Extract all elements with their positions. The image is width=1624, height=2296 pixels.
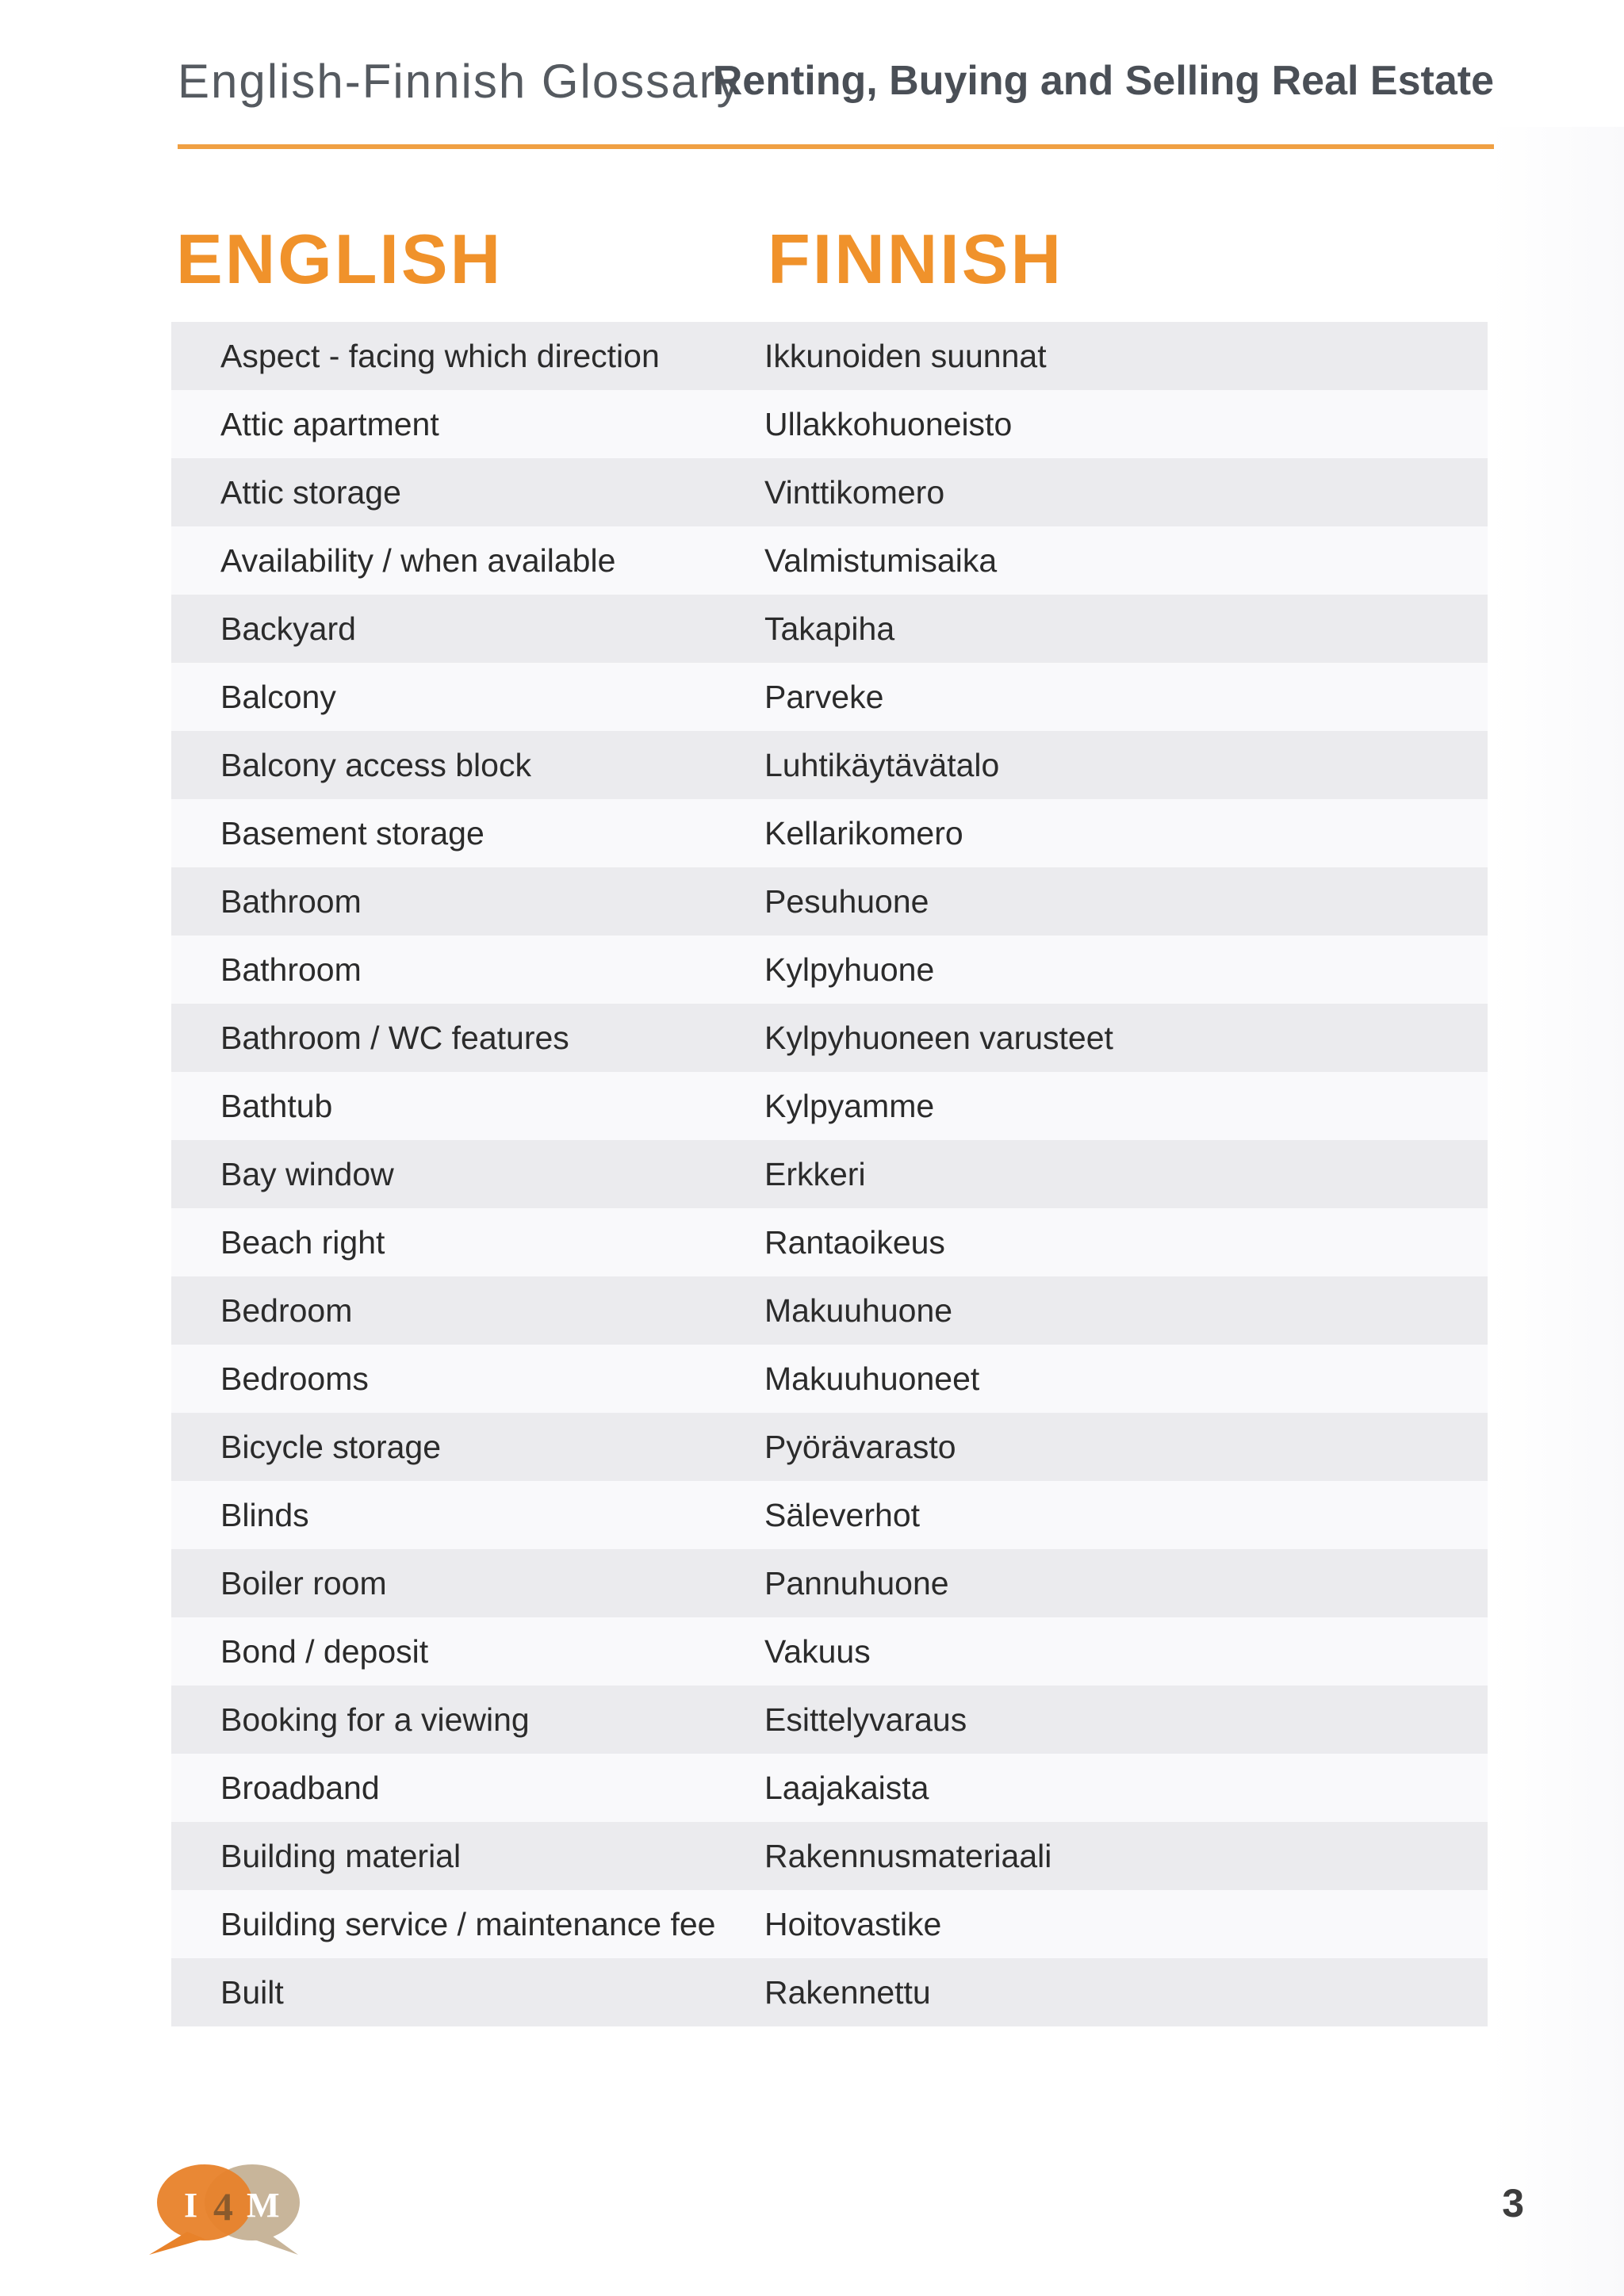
finnish-term: Pyörävarasto bbox=[764, 1429, 956, 1465]
english-term: Balcony bbox=[220, 679, 336, 715]
english-term: Aspect - facing which direction bbox=[220, 338, 660, 374]
english-term: Boiler room bbox=[220, 1565, 387, 1601]
english-term: Attic apartment bbox=[220, 406, 439, 442]
table-row bbox=[171, 1481, 1488, 1549]
finnish-term: Kylpyhuone bbox=[764, 951, 935, 988]
table-row bbox=[171, 1549, 1488, 1617]
table-row bbox=[171, 1276, 1488, 1345]
finnish-column-heading: FINNISH bbox=[768, 220, 1063, 298]
english-term: Backyard bbox=[220, 610, 356, 647]
english-term: Bay window bbox=[220, 1156, 394, 1192]
table-row bbox=[171, 458, 1488, 526]
header-divider bbox=[178, 144, 1494, 149]
finnish-term: Ikkunoiden suunnat bbox=[764, 338, 1047, 374]
table-row bbox=[171, 526, 1488, 595]
english-term: Broadband bbox=[220, 1770, 380, 1806]
english-term: Building material bbox=[220, 1838, 462, 1874]
english-term: Built bbox=[220, 1974, 284, 2011]
finnish-term: Valmistumisaika bbox=[764, 542, 998, 579]
i4m-logo bbox=[133, 2156, 324, 2260]
english-term: Blinds bbox=[220, 1497, 309, 1533]
table-row bbox=[171, 1072, 1488, 1140]
finnish-term: Vakuus bbox=[764, 1633, 871, 1670]
english-term: Building service / maintenance fee bbox=[220, 1906, 716, 1942]
english-term: Beach right bbox=[220, 1224, 385, 1261]
table-row bbox=[171, 731, 1488, 799]
logo-orange-bubble bbox=[149, 2164, 252, 2255]
finnish-term: Laajakaista bbox=[764, 1770, 929, 1806]
english-term: Bathtub bbox=[220, 1088, 333, 1124]
english-column-heading: ENGLISH bbox=[176, 220, 504, 298]
english-term: Balcony access block bbox=[220, 747, 531, 783]
page-shade bbox=[1491, 127, 1624, 2296]
table-row bbox=[171, 1617, 1488, 1686]
finnish-term: Hoitovastike bbox=[764, 1906, 942, 1942]
english-term: Basement storage bbox=[220, 815, 485, 851]
finnish-term: Parveke bbox=[764, 679, 884, 715]
finnish-term: Esittelyvaraus bbox=[764, 1701, 967, 1738]
english-term: Booking for a viewing bbox=[220, 1701, 530, 1738]
finnish-term: Ullakkohuoneisto bbox=[764, 406, 1013, 442]
table-row bbox=[171, 867, 1488, 936]
column-headings bbox=[171, 219, 1488, 298]
table-row bbox=[171, 595, 1488, 663]
table-row bbox=[171, 1890, 1488, 1958]
table-row bbox=[171, 1686, 1488, 1754]
finnish-term: Makuuhuoneet bbox=[764, 1360, 980, 1397]
table-row bbox=[171, 1958, 1488, 2026]
finnish-term: Luhtikäytävätalo bbox=[764, 747, 1000, 783]
page-number: 3 bbox=[1502, 2181, 1524, 2225]
table-row bbox=[171, 1140, 1488, 1208]
finnish-term: Pannuhuone bbox=[764, 1565, 949, 1601]
english-term: Bond / deposit bbox=[220, 1633, 429, 1670]
table-row bbox=[171, 322, 1488, 390]
table-row bbox=[171, 1413, 1488, 1481]
table-row bbox=[171, 1208, 1488, 1276]
table-row bbox=[171, 1004, 1488, 1072]
table-row bbox=[171, 390, 1488, 458]
finnish-term: Rakennusmateriaali bbox=[764, 1838, 1052, 1874]
table-row bbox=[171, 936, 1488, 1004]
logo-letter-i: I bbox=[184, 2186, 198, 2225]
finnish-term: Pesuhuone bbox=[764, 883, 929, 920]
table-row bbox=[171, 663, 1488, 731]
finnish-term: Rakennettu bbox=[764, 1974, 931, 2011]
glossary-table bbox=[171, 322, 1488, 2026]
finnish-term: Vinttikomero bbox=[764, 474, 945, 511]
finnish-term: Kylpyhuoneen varusteet bbox=[764, 1020, 1113, 1056]
finnish-term: Kellarikomero bbox=[764, 815, 963, 851]
english-term: Bedroom bbox=[220, 1292, 353, 1329]
finnish-term: Erkkeri bbox=[764, 1156, 866, 1192]
english-term: Bathroom bbox=[220, 951, 362, 988]
table-row bbox=[171, 1822, 1488, 1890]
finnish-term: Rantaoikeus bbox=[764, 1224, 945, 1261]
finnish-term: Takapiha bbox=[764, 610, 895, 647]
english-term: Availability / when available bbox=[220, 542, 616, 579]
table-row bbox=[171, 1345, 1488, 1413]
topic-title: Renting, Buying and Selling Real Estate bbox=[712, 58, 1494, 104]
english-term: Attic storage bbox=[220, 474, 401, 511]
english-term: Bathroom / WC features bbox=[220, 1020, 569, 1056]
logo-digit-4: 4 bbox=[213, 2184, 233, 2229]
finnish-term: Säleverhot bbox=[764, 1497, 921, 1533]
english-term: Bedrooms bbox=[220, 1360, 369, 1397]
finnish-term: Kylpyamme bbox=[764, 1088, 935, 1124]
english-term: Bathroom bbox=[220, 883, 362, 920]
logo-letter-m: M bbox=[247, 2186, 280, 2225]
table-row bbox=[171, 799, 1488, 867]
page-header bbox=[178, 48, 1494, 111]
english-term: Bicycle storage bbox=[220, 1429, 442, 1465]
table-row bbox=[171, 1754, 1488, 1822]
glossary-title: English-Finnish Glossary bbox=[178, 55, 742, 108]
finnish-term: Makuuhuone bbox=[764, 1292, 953, 1329]
